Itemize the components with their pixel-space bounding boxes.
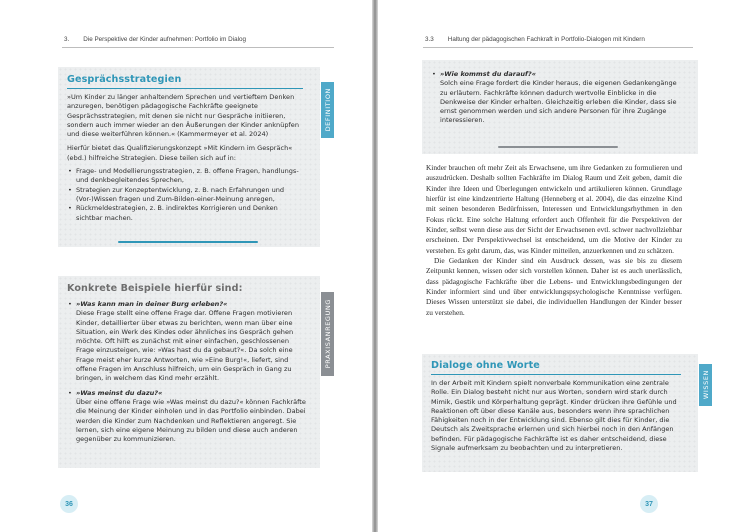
- box-title: Dialoge ohne Worte: [431, 360, 540, 371]
- list-item: • Rückmeldestrategien, z. B. indirektes Korrigieren und Denken sichtbar machen.: [67, 204, 306, 223]
- example-question: »Was meinst du dazu?«: [76, 388, 163, 397]
- right-page: [378, 0, 750, 532]
- title-rule: [67, 88, 303, 89]
- list-item: [67, 389, 306, 445]
- list-item: • Frage- und Modellierungsstrategien, z. B. offene Fragen, handlungs- und denkbegleitendes Sprechen,: [67, 167, 306, 186]
- running-head: [64, 36, 246, 43]
- page-number: 36: [60, 495, 78, 513]
- page-number: 37: [640, 495, 658, 513]
- list-item: [67, 300, 306, 384]
- definition-quote: »Um Kinder zu länger anhaltendem Sprechen und vertieftem Denken anzuregen, benötigen pädagogische Fachkräfte geeignete Gesprächsstrategien, mit denen sie nicht nur Gespräche initiieren, sondern auch immer wieder an den Äußerungen der Kinder anknüpfen und diese weiterführen können.« (Kammermeyer et al. 2024): [67, 93, 299, 139]
- chapter-title: Die Perspektive der Kinder aufnehmen: Portfolio im Dialog: [83, 36, 247, 43]
- chapter-number: 3.: [64, 36, 70, 43]
- header-rule: [423, 47, 693, 48]
- knowledge-tab: WISSEN: [699, 364, 712, 406]
- definition-box: [58, 67, 320, 247]
- example-text: Über eine offene Frage wie »Was meinst du dazu?« können Fachkräfte die Meinung der Kinder einholen und in das Portfolio einbinden. Dabei werden die Kinder zum Nachdenken und Reflektieren angeregt. Sie lernen, sich eine eigene Meinung zu bilden und diese auch anderen gegenüber zu kommunizieren.: [76, 397, 306, 444]
- section-title: Haltung der pädagogischen Fachkraft in Portfolio-Dialogen mit Kindern: [447, 36, 645, 43]
- examples-list: [431, 70, 682, 126]
- title-rule: [431, 374, 681, 375]
- list-item: [431, 70, 682, 126]
- definition-text: Hierfür bietet das Qualifizierungskonzept »Mit Kindern im Gespräch« (ebd.) hilfreiche Strategien. Diese teilen sich auf in:: [67, 144, 293, 162]
- body-text: [426, 163, 682, 318]
- knowledge-box: [422, 354, 698, 472]
- example-text: Diese Frage stellt eine offene Frage dar. Offene Fragen motivieren Kinder, detaillierter über etwas zu berichten, wenn man über eine Situation, ein Werk des Kindes oder ähnliches ins Gespräch gehen möchte. Oft hilft es zunächst mit einer einfachen, geschlossenen Frage einzusteigen, wie: »Was hast du da gebaut?«. Da solch eine Frage meist eher kurze Antworten, wie »Eine Burg!«, liefert, sind offene Fragen im Anschluss hilfreich, um ein Gespräch in Gang zu bringen, in welchem das Kind mehr erzählt.: [76, 309, 294, 383]
- strategy-list: [67, 167, 306, 223]
- example-question: »Was kann man in deiner Burg erleben?«: [76, 300, 228, 308]
- continued-practice-box: [422, 60, 698, 154]
- section-number: 3.3: [425, 36, 434, 43]
- body-paragraph: Kinder brauchen oft mehr Zeit als Erwachsene, um ihre Gedanken zu formulieren und auszudrücken. Deshalb sollten Fachkräfte im Dialog Raum und Zeit geben, damit die Kinder ihre Ideen und Überlegungen entwickeln und artikulieren können. Grundlage hierfür ist eine kindzentrierte Haltung (Henneberg et al. 2004), die das einzelne Kind mit seinen besonderen Bedürfnissen, Interessen und Entwicklungsrhythmen in den Fokus rückt. Eine solche Haltung erfordert auch Offenheit für die Perspektiven der Kinder, selbst wenn diese aus der Sicht der Erwachsenen evtl. schwer nachvollziehbar erscheinen. Der Perspektivwechsel ist entscheidend, um die Motive der Kinder zu verstehen. Es geht darum, das, was Kinder mitteilen, anzuerkennen und zu schätzen.: [426, 163, 682, 255]
- knowledge-text: In der Arbeit mit Kindern spielt nonverbale Kommunikation eine zentrale Rolle. Ein Dialog besteht nicht nur aus Worten, sondern wird stark durch Mimik, Gestik und Körperhaltung geprägt. Kinder drücken ihre Gefühle und Reaktionen oft über diese Kanäle aus, besonders wenn ihre sprachlichen Fähigkeiten noch in der Entwicklung sind. Ebenso gilt dies für Kinder, die Deutsch als Zweitsprache erlernen und sich hierbei noch in den Anfängen befinden. Für pädagogische Fachkräfte ist es daher entscheidend, diese Signale aufmerksam zu beobachten und zu interpretieren.: [431, 379, 677, 453]
- list-item: • Strategien zur Konzeptentwicklung, z. B. nach Erfahrungen und (Vor-)Wissen fragen und Zum-Bilden-einer-Meinung anregen,: [67, 186, 306, 205]
- running-head: [425, 36, 645, 43]
- box-bottom-rule: [498, 146, 618, 148]
- definition-tab: DEFINITION: [321, 82, 334, 138]
- box-title: Konkrete Beispiele hierfür sind:: [67, 283, 243, 294]
- examples-list: [67, 300, 306, 444]
- box-bottom-rule: [118, 241, 258, 243]
- practice-box: [58, 276, 320, 468]
- left-page: [0, 0, 372, 532]
- box-title: Gesprächsstrategien: [67, 74, 182, 85]
- example-question: »Wie kommst du darauf?«: [440, 70, 536, 78]
- header-rule: [62, 47, 334, 48]
- body-paragraph: Die Gedanken der Kinder sind ein Ausdruck dessen, was sie bis zu diesem Zeitpunkt kennen, wissen oder sich vorstellen können. Daher ist es auch unerlässlich, dass pädagogische Fachkräfte über die Lebens- und Entwicklungsbedingungen der Kinder informiert sind und über entwicklungspsychologische Kenntnisse verfügen. Dieses Wissen unterstützt sie dabei, die individuellen Handlungen der Kinder besser zu verstehen.: [426, 256, 682, 317]
- example-text: Solch eine Frage fordert die Kinder heraus, die eigenen Gedankengänge zu erläutern. Fachkräfte können dadurch wertvolle Einblicke in die Denkweise der Kinder erhalten. Gleichzeitig erleben die Kinder, dass sie ernst genommen werden und sich andere Personen für ihre Zugänge interessieren.: [440, 79, 677, 125]
- practice-tab: PRAXISANREGUNG: [321, 292, 334, 376]
